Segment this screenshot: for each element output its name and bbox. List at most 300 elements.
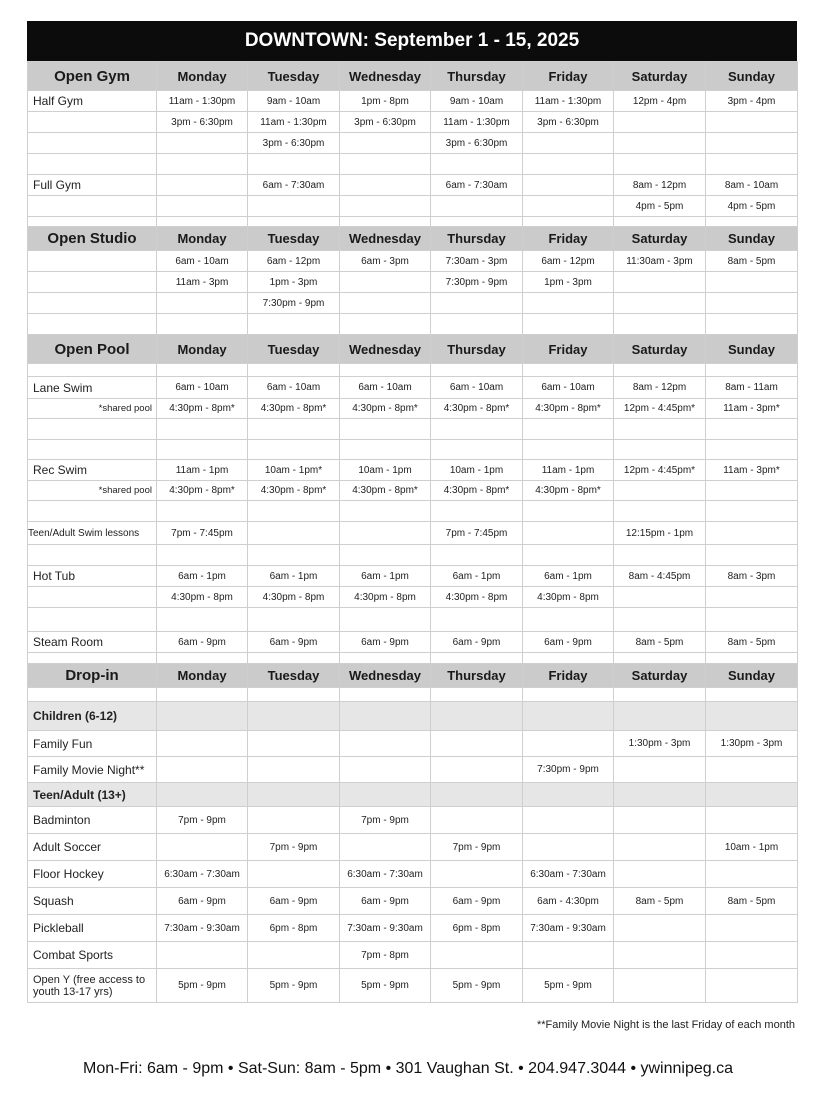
day-header-monday: Monday [157,62,248,91]
time-cell [523,522,614,545]
schedule-row [28,942,798,969]
time-cell: 6am - 9pm [523,632,614,653]
section-header-open-gym [28,62,798,91]
time-cell [706,501,798,522]
schedule-row [28,807,798,834]
time-cell [157,688,248,702]
day-header-friday: Friday [523,62,614,91]
time-cell [248,807,340,834]
schedule-row [28,293,798,314]
activity-label [28,587,157,608]
day-header-thursday: Thursday [431,62,523,91]
time-cell [340,196,431,217]
activity-label: Lane Swim [28,377,157,399]
time-cell [340,419,431,440]
time-cell: 11am - 3pm [157,272,248,293]
empty-cell [157,702,248,731]
time-cell: 8am - 12pm [614,377,706,399]
activity-label [28,501,157,522]
schedule-row [28,399,798,419]
time-cell [523,608,614,632]
time-cell: 8am - 5pm [706,632,798,653]
time-cell [248,196,340,217]
time-cell [706,608,798,632]
day-header-sunday: Sunday [706,335,798,364]
empty-cell [157,783,248,807]
time-cell: 12pm - 4pm [614,91,706,112]
time-cell [706,293,798,314]
day-header-thursday: Thursday [431,335,523,364]
time-cell [248,364,340,377]
time-cell [157,293,248,314]
activity-label [28,154,157,175]
activity-label [28,196,157,217]
time-cell [157,731,248,757]
time-cell [340,175,431,196]
time-cell [431,757,523,783]
time-cell: 8am - 12pm [614,175,706,196]
time-cell [706,807,798,834]
day-header-thursday: Thursday [431,664,523,688]
day-header-saturday: Saturday [614,62,706,91]
day-header-wednesday: Wednesday [340,227,431,251]
category-row-teen-adult-13 [28,783,798,807]
time-cell: 8am - 4:45pm [614,566,706,587]
schedule-row [28,915,798,942]
time-cell: 6am - 1pm [157,566,248,587]
schedule-row [28,522,798,545]
time-cell: 8am - 5pm [614,888,706,915]
activity-label: Hot Tub [28,566,157,587]
time-cell [614,807,706,834]
time-cell [431,688,523,702]
schedule-row [28,272,798,293]
time-cell [523,217,614,227]
time-cell [706,688,798,702]
time-cell: 11am - 1:30pm [431,112,523,133]
time-cell: 4:30pm - 8pm* [157,481,248,501]
schedule-row [28,757,798,783]
time-cell: 5pm - 9pm [248,969,340,1003]
time-cell [340,522,431,545]
time-cell [248,522,340,545]
time-cell: 4pm - 5pm [706,196,798,217]
schedule-row [28,154,798,175]
time-cell [340,217,431,227]
time-cell [523,133,614,154]
time-cell: 7:30pm - 9pm [523,757,614,783]
time-cell: 11am - 3pm* [706,460,798,481]
time-cell: 4:30pm - 8pm [431,587,523,608]
empty-cell [340,702,431,731]
time-cell [248,545,340,566]
time-cell [157,834,248,861]
time-cell: 5pm - 9pm [431,969,523,1003]
time-cell: 6am - 1pm [523,566,614,587]
time-cell: 11:30am - 3pm [614,251,706,272]
time-cell [340,834,431,861]
time-cell: 6am - 9pm [431,888,523,915]
time-cell [157,942,248,969]
time-cell: 6am - 12pm [523,251,614,272]
time-cell [706,522,798,545]
time-cell: 8am - 5pm [706,888,798,915]
activity-label: Family Fun [28,731,157,757]
time-cell: 5pm - 9pm [523,969,614,1003]
time-cell [431,608,523,632]
time-cell [706,154,798,175]
time-cell: 12pm - 4:45pm* [614,460,706,481]
schedule-row [28,314,798,335]
time-cell [706,217,798,227]
time-cell: 4:30pm - 8pm [523,587,614,608]
day-header-tuesday: Tuesday [248,227,340,251]
time-cell [157,154,248,175]
time-cell [248,419,340,440]
schedule-row [28,112,798,133]
time-cell: 7:30am - 3pm [431,251,523,272]
time-cell [157,314,248,335]
time-cell: 8am - 10am [706,175,798,196]
time-cell [706,545,798,566]
schedule-row [28,545,798,566]
time-cell: 3pm - 6:30pm [523,112,614,133]
activity-label [28,272,157,293]
time-cell [523,834,614,861]
schedule-row [28,861,798,888]
time-cell: 3pm - 6:30pm [340,112,431,133]
time-cell: 5pm - 9pm [157,969,248,1003]
time-cell [248,217,340,227]
time-cell [614,942,706,969]
time-cell: 11am - 1pm [157,460,248,481]
time-cell [157,757,248,783]
time-cell: 6am - 1pm [248,566,340,587]
time-cell: 6pm - 8pm [248,915,340,942]
time-cell [614,653,706,664]
time-cell: 4:30pm - 8pm [248,587,340,608]
time-cell [248,757,340,783]
time-cell [431,807,523,834]
time-cell: 3pm - 6:30pm [248,133,340,154]
time-cell: 7pm - 8pm [340,942,431,969]
section-header-open-studio [28,227,798,251]
time-cell: 7pm - 9pm [340,807,431,834]
time-cell [706,440,798,460]
time-cell [340,133,431,154]
activity-label [28,608,157,632]
schedule-row [28,440,798,460]
time-cell [431,364,523,377]
time-cell: 4:30pm - 8pm* [248,399,340,419]
time-cell [157,217,248,227]
time-cell: 1pm - 8pm [340,91,431,112]
time-cell [614,915,706,942]
schedule-table [27,61,798,1003]
time-cell [614,217,706,227]
time-cell [431,419,523,440]
time-cell [248,688,340,702]
day-header-tuesday: Tuesday [248,62,340,91]
time-cell: 6am - 10am [248,377,340,399]
activity-label: Adult Soccer [28,834,157,861]
empty-cell [431,702,523,731]
schedule-title: DOWNTOWN: September 1 - 15, 2025 [27,21,797,61]
time-cell [523,419,614,440]
time-cell [614,861,706,888]
time-cell [431,154,523,175]
time-cell: 6am - 10am [523,377,614,399]
section-title: Open Studio [28,227,157,251]
day-header-saturday: Saturday [614,227,706,251]
time-cell: 7pm - 9pm [248,834,340,861]
time-cell: 7pm - 7:45pm [157,522,248,545]
time-cell: 6am - 4:30pm [523,888,614,915]
time-cell [157,501,248,522]
time-cell: 6am - 9pm [431,632,523,653]
time-cell [614,608,706,632]
day-header-saturday: Saturday [614,664,706,688]
time-cell [248,154,340,175]
time-cell: 4:30pm - 8pm* [157,399,248,419]
day-header-wednesday: Wednesday [340,664,431,688]
time-cell [340,653,431,664]
time-cell [157,653,248,664]
time-cell [614,481,706,501]
schedule-row [28,196,798,217]
schedule-row [28,175,798,196]
schedule-row [28,217,798,227]
time-cell [614,293,706,314]
empty-cell [614,702,706,731]
schedule-row [28,688,798,702]
time-cell: 10am - 1pm [340,460,431,481]
time-cell: 6am - 10am [431,377,523,399]
activity-label: Rec Swim [28,460,157,481]
time-cell [431,545,523,566]
empty-cell [706,702,798,731]
time-cell [706,915,798,942]
activity-label [28,653,157,664]
time-cell: 3pm - 6:30pm [157,112,248,133]
day-header-wednesday: Wednesday [340,62,431,91]
time-cell [340,293,431,314]
time-cell [523,653,614,664]
time-cell [706,587,798,608]
activity-label: Pickleball [28,915,157,942]
time-cell: 9am - 10am [431,91,523,112]
time-cell: 6:30am - 7:30am [340,861,431,888]
time-cell: 4:30pm - 8pm* [340,399,431,419]
time-cell [157,608,248,632]
time-cell: 4:30pm - 8pm [157,587,248,608]
time-cell: 6am - 10am [340,377,431,399]
activity-label [28,688,157,702]
time-cell [614,440,706,460]
time-cell: 6am - 7:30am [431,175,523,196]
time-cell [157,175,248,196]
day-header-sunday: Sunday [706,62,798,91]
schedule-row [28,632,798,653]
time-cell: 6am - 3pm [340,251,431,272]
time-cell: 11am - 1pm [523,460,614,481]
time-cell [614,834,706,861]
time-cell: 11am - 1:30pm [157,91,248,112]
time-cell: 3pm - 4pm [706,91,798,112]
time-cell [248,942,340,969]
time-cell [157,364,248,377]
section-header-drop-in [28,664,798,688]
time-cell [340,314,431,335]
time-cell [706,314,798,335]
time-cell [614,133,706,154]
schedule-row [28,251,798,272]
activity-label: Teen/Adult Swim lessons [28,522,157,545]
activity-label: Combat Sports [28,942,157,969]
time-cell: 1pm - 3pm [248,272,340,293]
time-cell [706,272,798,293]
time-cell [614,364,706,377]
activity-label [28,112,157,133]
activity-label [28,314,157,335]
activity-label: Squash [28,888,157,915]
day-header-saturday: Saturday [614,335,706,364]
day-header-sunday: Sunday [706,227,798,251]
time-cell: 10am - 1pm* [248,460,340,481]
time-cell: 8am - 11am [706,377,798,399]
time-cell [340,757,431,783]
time-cell: 7pm - 9pm [157,807,248,834]
time-cell [614,688,706,702]
activity-label: Floor Hockey [28,861,157,888]
schedule-row [28,501,798,522]
schedule-row [28,653,798,664]
schedule-row [28,608,798,632]
time-cell: 1pm - 3pm [523,272,614,293]
schedule-row [28,377,798,399]
schedule-row [28,460,798,481]
time-cell [706,133,798,154]
section-title: Open Pool [28,335,157,364]
time-cell: 6am - 1pm [340,566,431,587]
time-cell [248,731,340,757]
time-cell [706,969,798,1003]
time-cell [340,688,431,702]
time-cell [157,133,248,154]
time-cell [523,731,614,757]
time-cell [706,757,798,783]
time-cell [614,154,706,175]
time-cell [340,731,431,757]
day-header-friday: Friday [523,664,614,688]
time-cell: 1:30pm - 3pm [706,731,798,757]
activity-label: *shared pool [28,399,157,419]
day-header-tuesday: Tuesday [248,664,340,688]
time-cell: 6am - 9pm [248,888,340,915]
schedule-row [28,834,798,861]
time-cell [157,196,248,217]
empty-cell [340,783,431,807]
time-cell: 5pm - 9pm [340,969,431,1003]
activity-label: Half Gym [28,91,157,112]
footer-contact-info: Mon-Fri: 6am - 9pm • Sat-Sun: 8am - 5pm • 301 Vaughan St. • 204.947.3044 • ywinnipeg.ca [82,1060,733,1077]
time-cell [706,481,798,501]
time-cell [431,942,523,969]
time-cell [706,419,798,440]
time-cell: 9am - 10am [248,91,340,112]
empty-cell [248,702,340,731]
time-cell: 7:30pm - 9pm [431,272,523,293]
time-cell [614,969,706,1003]
category-label: Teen/Adult (13+) [28,783,157,807]
time-cell [614,545,706,566]
section-title: Drop-in [28,664,157,688]
time-cell: 3pm - 6:30pm [431,133,523,154]
time-cell: 4:30pm - 8pm* [431,481,523,501]
day-header-friday: Friday [523,227,614,251]
time-cell: 6am - 9pm [340,888,431,915]
schedule-row [28,481,798,501]
time-cell: 6am - 9pm [340,632,431,653]
activity-label: *shared pool [28,481,157,501]
time-cell: 6am - 9pm [248,632,340,653]
time-cell: 11am - 1:30pm [248,112,340,133]
time-cell [431,293,523,314]
time-cell [248,501,340,522]
time-cell [340,440,431,460]
time-cell: 7:30am - 9:30am [157,915,248,942]
empty-cell [523,702,614,731]
time-cell [614,112,706,133]
empty-cell [614,783,706,807]
footnote: **Family Movie Night is the last Friday of each month [537,1019,795,1031]
time-cell [431,653,523,664]
time-cell: 7pm - 7:45pm [431,522,523,545]
time-cell [523,545,614,566]
activity-label [28,293,157,314]
empty-cell [706,783,798,807]
time-cell [157,419,248,440]
time-cell: 6:30am - 7:30am [523,861,614,888]
time-cell: 7:30pm - 9pm [248,293,340,314]
time-cell: 4:30pm - 8pm* [431,399,523,419]
time-cell [523,440,614,460]
time-cell [523,501,614,522]
activity-label [28,217,157,227]
time-cell [706,364,798,377]
time-cell [248,861,340,888]
schedule-row [28,731,798,757]
time-cell: 4:30pm - 8pm* [248,481,340,501]
time-cell [523,175,614,196]
time-cell: 12pm - 4:45pm* [614,399,706,419]
empty-cell [248,783,340,807]
time-cell: 12:15pm - 1pm [614,522,706,545]
time-cell [431,314,523,335]
time-cell [614,501,706,522]
time-cell [523,154,614,175]
activity-label [28,440,157,460]
time-cell [431,501,523,522]
time-cell: 10am - 1pm [431,460,523,481]
time-cell [706,112,798,133]
time-cell: 4:30pm - 8pm* [523,481,614,501]
time-cell [340,501,431,522]
activity-label: Badminton [28,807,157,834]
time-cell: 6am - 12pm [248,251,340,272]
activity-label: Steam Room [28,632,157,653]
time-cell: 8am - 5pm [614,632,706,653]
